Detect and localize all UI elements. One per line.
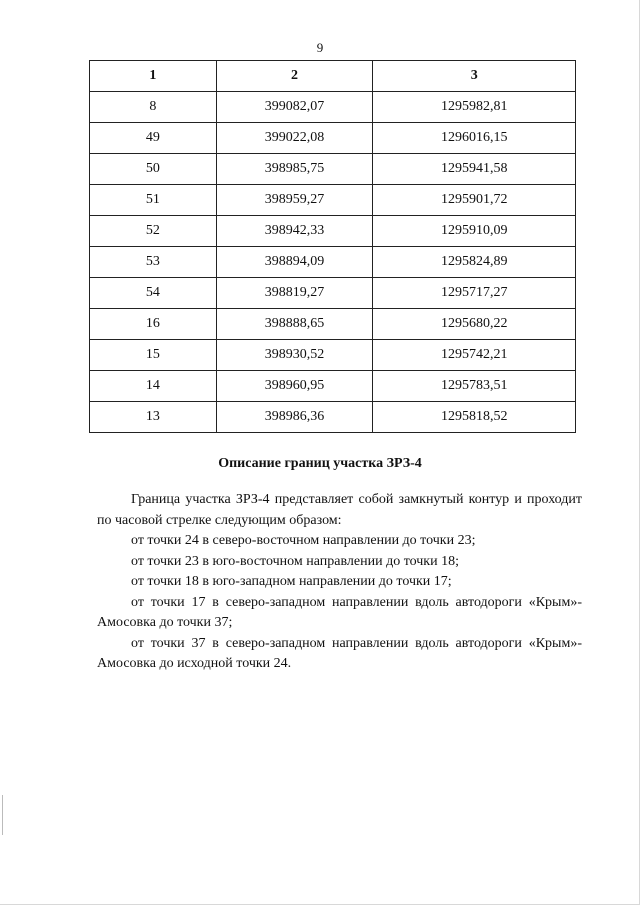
cell-x: 398986,36 (216, 402, 373, 433)
cell-x: 398985,75 (216, 154, 373, 185)
table-row (90, 247, 576, 278)
cell-y: 1295901,72 (373, 185, 576, 216)
boundary-segment-paragraph: от точки 23 в юго-восточном направлении до точки 18; (131, 553, 459, 569)
cell-point: 50 (90, 154, 217, 185)
cell-y: 1295742,21 (373, 340, 576, 371)
table-row (90, 309, 576, 340)
column-header-y: 3 (373, 61, 576, 92)
table-row (90, 185, 576, 216)
cell-y: 1296016,15 (373, 123, 576, 154)
scan-margin-mark (2, 795, 3, 835)
cell-x: 398819,27 (216, 278, 373, 309)
section-body (97, 490, 582, 675)
boundary-segment-paragraph: от точки 37 в северо-западном направлении вдоль автодороги «Крым»-Амосовка до исходной точки 24. (97, 635, 582, 671)
cell-y: 1295680,22 (373, 309, 576, 340)
table-row (90, 402, 576, 433)
cell-x: 398942,33 (216, 216, 373, 247)
cell-y: 1295982,81 (373, 92, 576, 123)
cell-y: 1295717,27 (373, 278, 576, 309)
cell-x: 399022,08 (216, 123, 373, 154)
cell-y: 1295910,09 (373, 216, 576, 247)
cell-point: 15 (90, 340, 217, 371)
cell-point: 51 (90, 185, 217, 216)
page-number: 9 (316, 40, 324, 55)
table-row (90, 278, 576, 309)
boundary-segment-paragraph: от точки 18 в юго-западном направлении до точки 17; (131, 574, 452, 589)
cell-y: 1295941,58 (373, 154, 576, 185)
table-row (90, 92, 576, 123)
cell-x: 398930,52 (216, 340, 373, 371)
cell-x: 398888,65 (216, 309, 373, 340)
intro-paragraph: Граница участка ЗРЗ-4 представляет собой замкнутый контур и проходит по часовой стрелке следующим образом: (97, 492, 582, 528)
cell-y: 1295818,52 (373, 402, 576, 433)
cell-x: 398894,09 (216, 247, 373, 278)
cell-y: 1295783,51 (373, 371, 576, 402)
section-heading: Описание границ участка ЗРЗ-4 (218, 456, 422, 471)
cell-x: 398960,95 (216, 371, 373, 402)
cell-point: 53 (90, 247, 217, 278)
cell-point: 54 (90, 278, 217, 309)
cell-point: 16 (90, 309, 217, 340)
table-row (90, 371, 576, 402)
column-header-x: 2 (216, 61, 373, 92)
cell-x: 399082,07 (216, 92, 373, 123)
cell-point: 52 (90, 216, 217, 247)
boundary-segment-paragraph: от точки 17 в северо-западном направлении вдоль автодороги «Крым»-Амосовка до точки 37; (97, 594, 582, 630)
coordinates-table (89, 60, 576, 433)
column-header-point: 1 (90, 61, 217, 92)
cell-x: 398959,27 (216, 185, 373, 216)
cell-y: 1295824,89 (373, 247, 576, 278)
table-row (90, 123, 576, 154)
cell-point: 13 (90, 402, 217, 433)
cell-point: 8 (90, 92, 217, 123)
cell-point: 49 (90, 123, 217, 154)
boundary-segment-paragraph: от точки 24 в северо-восточном направлении до точки 23; (131, 533, 476, 548)
table-row (90, 340, 576, 371)
table-header-row (90, 61, 576, 92)
table-row (90, 216, 576, 247)
table-row (90, 154, 576, 185)
cell-point: 14 (90, 371, 217, 402)
